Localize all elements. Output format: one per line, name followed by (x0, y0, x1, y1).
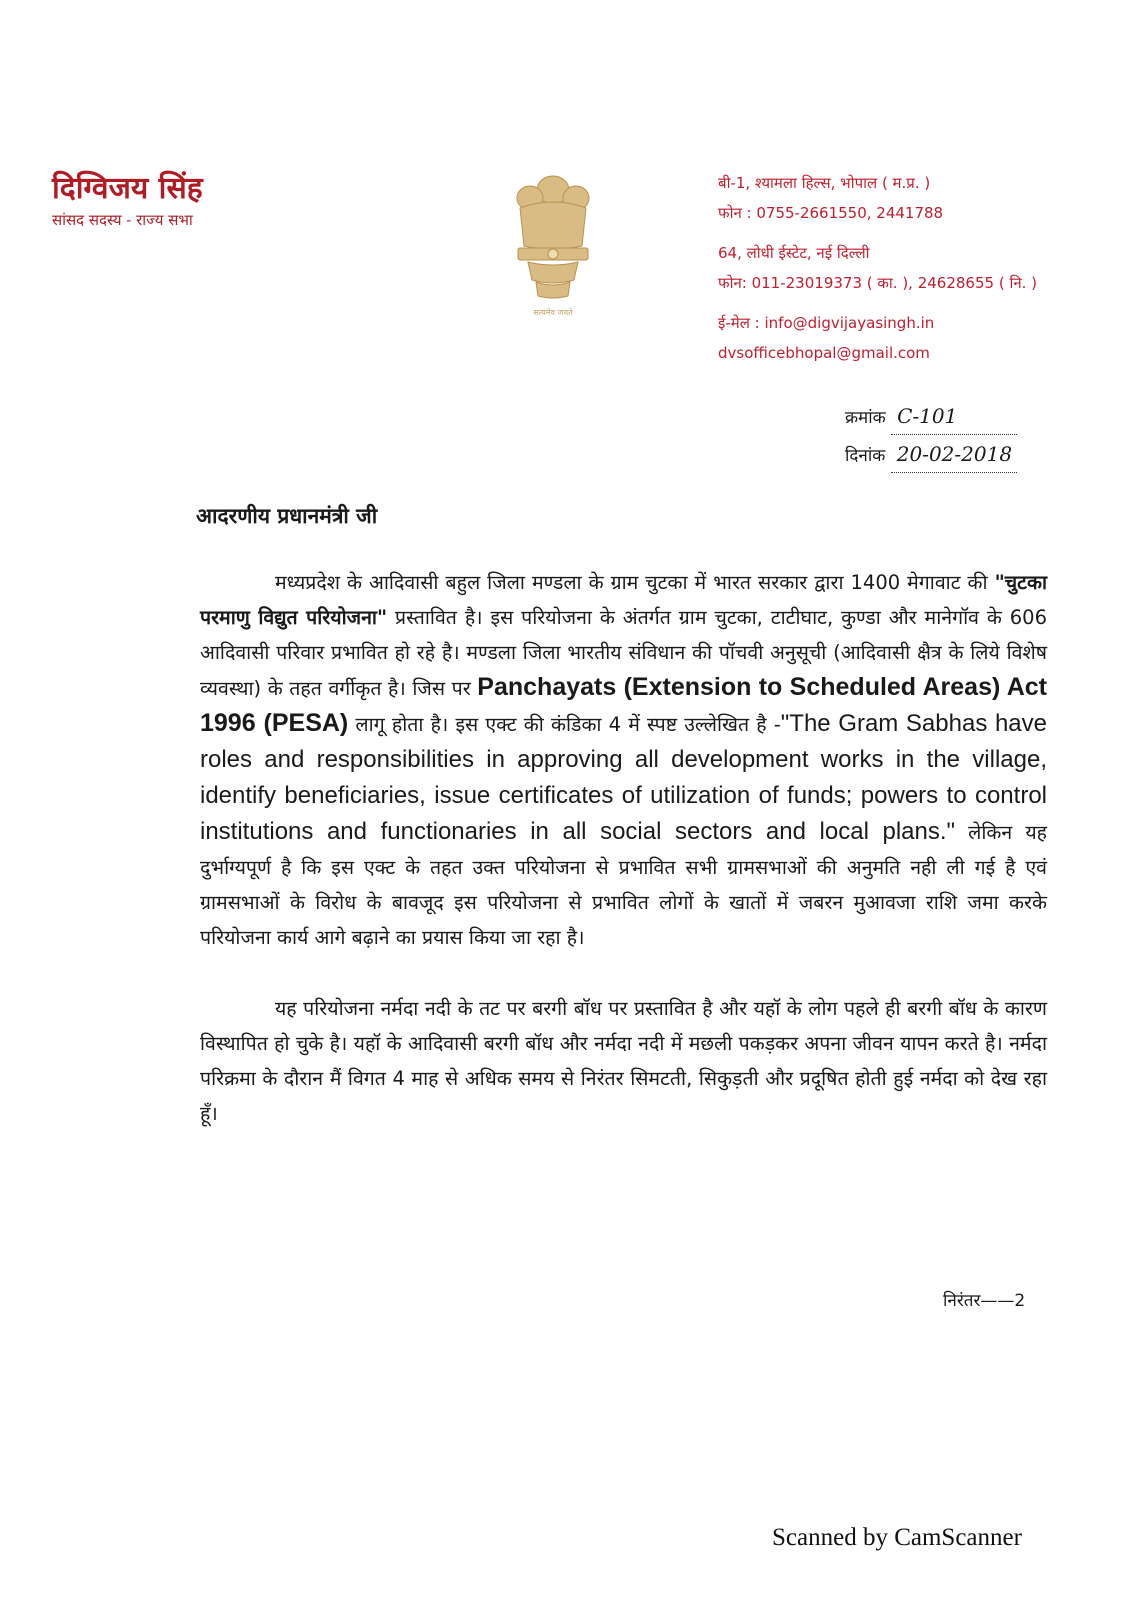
reference-date-value: 20-02-2018 (891, 436, 1017, 473)
p1-context: प्रस्तावित है। इस परियोजना के अंतर्गत ग्राम चुटका, टाटीघाट, कुण्डा और मानेगॉव के 606 आदिवासी परिवार प्रभावित हो रहे है। मण्डला जिला भारतीय संविधान की पॉचवी अनुसूची (आदिवासी क्षैत्र के लिये विशेष व्यवस्था) के तहत वर्गीकृत है। जिस पर (200, 606, 1047, 700)
p1-act-name: Panchayats (Extension to Scheduled Areas) Act 1996 (PESA) (200, 673, 1048, 737)
reference-date-label: दिनांक (845, 446, 886, 466)
email-alt: dvsofficebhopal@gmail.com (718, 344, 930, 362)
emblem-motto: सत्यमेव जयते (533, 308, 573, 317)
bhopal-address: बी-1, श्यामला हिल्स, भोपाल ( म.प्र. ) (718, 174, 931, 192)
paragraph-1 (200, 565, 1047, 955)
sender-title: सांसद सदस्य - राज्य सभा (52, 211, 193, 229)
salutation: आदरणीय प्रधानमंत्री जी (196, 504, 378, 528)
reference-block (845, 398, 1017, 474)
sender-block (52, 170, 203, 232)
national-emblem (498, 168, 608, 323)
reference-date-row (845, 436, 1017, 474)
p1-concern: लेकिन यह दुर्भाग्यपूर्ण है कि इस एक्ट के तहत उक्त परियोजना से प्रभावित सभी ग्रामसभाओं की अनुमति नही ली गई है एवं ग्रामसभाओं के विरोध के बावजूद इस परियोजना से प्रभावित लोगों के खातों में जबरन मुआवजा राशि जमा करके परियोजना कार्य आगे बढ़ाने का प्रयास किया जा रहा है। (200, 821, 1047, 949)
p1-clause-ref: लागू होता है। इस एक्ट की कंडिका 4 में स्पष्ट उल्लेखित है - (348, 713, 781, 736)
p1-project-name: "चुटका परमाणु विद्युत परियोजना" (200, 571, 1047, 629)
p2-text: यह परियोजना नर्मदा नदी के तट पर बरगी बॉध पर प्रस्तावित है और यहॉ के लोग पहले ही बरगी बॉध के कारण विस्थापित हो चुके है। यहॉ के आदिवासी बरगी बॉध और नर्मदा नदी में मछली पकड़कर अपना जीवन यापन करते है। नर्मदा परिक्रमा के दौरान मैं विगत 4 माह से अधिक समय से निरंतर सिमटती, सिकुड़ती और प्रदूषित होती हुई नर्मदा को देख रहा हूँ। (200, 997, 1047, 1125)
reference-number-value: C-101 (891, 398, 1017, 435)
reference-number-row (845, 398, 1017, 436)
lion-capital-icon (498, 168, 608, 308)
sender-name: दिग्विजय सिंह (52, 171, 203, 206)
scanner-watermark: Scanned by CamScanner (772, 1524, 1022, 1551)
delhi-phone: फोन: 011-23019373 ( का. ), 24628655 ( नि. ) (718, 274, 1038, 292)
bhopal-phone: फोन : 0755-2661550, 2441788 (718, 204, 944, 222)
continued-marker: निरंतर——2 (943, 1291, 1026, 1311)
delhi-address: 64, लोधी ईस्टेट, नई दिल्ली (718, 244, 870, 262)
email-line: ई-मेल : info@digvijayasingh.in (718, 314, 935, 332)
paragraph-2 (200, 991, 1047, 1131)
p1-quote: "The Gram Sabhas have roles and responsibilities in approving all development works in the village, identify beneficiaries, issue certificates of utilization of funds; powers to control institutions and functionaries in all social sectors and local plans." (200, 710, 1047, 845)
p1-intro: मध्यप्रदेश के आदिवासी बहुल जिला मण्डला के ग्राम चुटका में भारत सरकार द्वारा 1400 मेगावाट की (275, 571, 995, 594)
reference-number-label: क्रमांक (845, 408, 886, 428)
contact-block (718, 168, 1037, 368)
letter-body (200, 565, 1047, 1167)
